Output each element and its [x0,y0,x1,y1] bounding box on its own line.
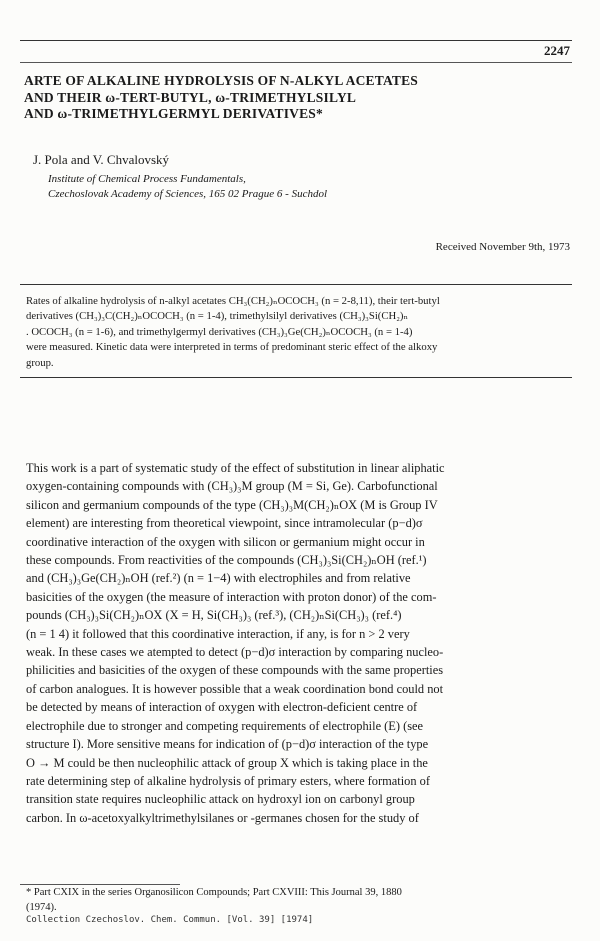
body-line: This work is a part of systematic study of the effect of substitution in linear aliphatic [26,461,445,475]
body-line: carbon. In ω-acetoxyalkyltrimethylsilanes or -germanes chosen for the study of [26,810,419,825]
abstract-line: group. [26,356,54,369]
title-line: AND ω-TRIMETHYLGERMYL DERIVATIVES* [24,106,323,121]
body-line: silicon and germanium compounds of the type (CH₃)₃M(CH₂)ₙOX (M is Group IV [26,497,438,512]
body-line: of carbon analogues. It is however possible that a weak coordination bond could not [26,681,444,696]
body-line: element) are interesting from theoretical viewpoint, since intramolecular (p−d)σ [26,516,423,531]
affiliation-line: Institute of Chemical Process Fundamentals, [48,173,246,185]
header-rule [20,62,572,63]
authors: J. Pola and V. Chvalovský [33,152,170,167]
body-line: rate determining step of alkaline hydrolysis of primary esters, where formation of [26,773,430,788]
top-rule [20,40,572,41]
body-line: electrophile due to stronger and competing requirements of electrophile (E) (see [26,718,424,733]
abstract [26,294,574,371]
body-line: philicities and basicities of the oxygen of these compounds with the same properties [26,663,444,678]
body-line: basicities of the oxygen (the measure of interaction with proton donor) of the com- [26,589,437,604]
body-line: transition state requires nucleophilic attack on hydroxyl ion on carbonyl group [26,792,415,807]
abstract-line: were measured. Kinetic data were interpreted in terms of predominant steric effect of the alkoxy [26,341,438,354]
page-number: 2247 [544,43,570,58]
affiliation [48,172,327,202]
footnote-line: (1974). [26,902,57,913]
abstract-line: . OCOCH₃ (n = 1-6), and trimethylgermyl derivatives (CH₃)₃Ge(CH₂)ₙOCOCH₃ (n = 1-4) [26,325,413,338]
body-line: structure I). More sensitive means for indication of (p−d)σ interaction of the type [26,737,429,752]
body-line: be detected by means of interaction of oxygen with electron-deficient centre of [26,700,418,715]
body-line: coordinative interaction of the oxygen with silicon or germanium might occur in [26,534,425,549]
abstract-top-rule [20,284,572,285]
body-line: these compounds. From reactivities of the compounds (CH₃)₃Si(CH₂)ₙOH (ref.¹) [26,553,427,568]
footnote [26,885,402,915]
body-line: O → M could be then nucleophilic attack of group X which is taking place in the [26,755,428,770]
abstract-line: derivatives (CH₃)₃C(CH₂)ₙOCOCH₃ (n = 1-4), trimethylsilyl derivatives (CH₃)₃Si(CH₂)ₙ [26,310,409,323]
footnote-line: * Part CXIX in the series Organosilicon Compounds; Part CXVIII: This Journal 39, 1880 [26,887,402,898]
title-line: ARTE OF ALKALINE HYDROLYSIS OF N-ALKYL ACETATES [24,73,419,88]
article-title [24,73,564,123]
body-text [26,459,574,827]
received-date: Received November 9th, 1973 [435,241,570,253]
title-line: AND THEIR ω-TERT-BUTYL, ω-TRIMETHYLSILYL [24,89,357,105]
abstract-bottom-rule [20,377,572,378]
abstract-line: Rates of alkaline hydrolysis of n-alkyl acetates CH₃(CH₂)ₙOCOCH₃ (n = 2-8,11), their tert-butyl [26,295,440,307]
body-line: weak. In these cases we atempted to detect (p−d)σ interaction by comparing nucleo- [26,645,444,660]
body-line: (n = 1 4) it followed that this coordinative interaction, if any, is for n > 2 very [26,626,410,641]
body-line: oxygen-containing compounds with (CH₃)₃M group (M = Si, Ge). Carbofunctional [26,479,438,494]
affiliation-line: Czechoslovak Academy of Sciences, 165 02 Prague 6 - Suchdol [48,188,328,200]
body-line: pounds (CH₃)₃Si(CH₂)ₙOX (X = H, Si(CH₃)₃ (ref.³), (CH₂)ₙSi(CH₃)₃ (ref.⁴) [26,608,402,623]
body-line: and (CH₃)₃Ge(CH₂)ₙOH (ref.²) (n = 1−4) with electrophiles and from relative [26,571,411,586]
journal-footer: Collection Czechoslov. Chem. Commun. [Vol. 39] [1974] [26,915,314,925]
